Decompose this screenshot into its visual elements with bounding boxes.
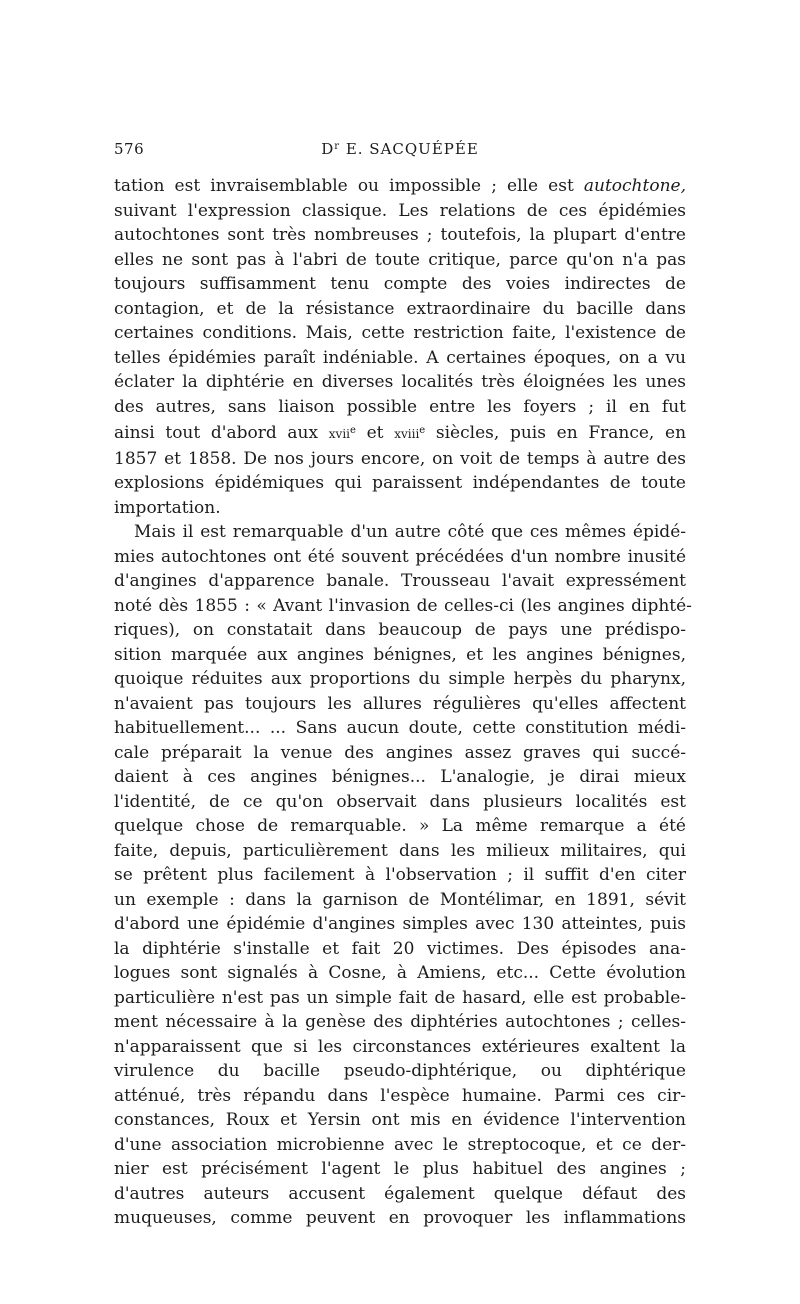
century-roman: xvii [328, 427, 351, 441]
text-line: un exemple : dans la garnison de Montélimar, en 1891, sévit [114, 889, 686, 910]
page-number: 576 [114, 140, 145, 158]
text-line: l'identité, de ce qu'on observait dans plusieurs localités est [114, 791, 686, 812]
text-line: quelque chose de remarquable. » La même remarque a été [114, 816, 686, 836]
text-line: 1857 et 1858. De nos jours encore, on voit de temps à autre des [114, 448, 686, 469]
text-line: nier est précisément l'agent le plus habituel des angines ; [114, 1159, 686, 1179]
paragraph-start: Mais il est remarquable d'un autre côté que ces mêmes épidé- [134, 522, 686, 542]
text-line: n'avaient pas toujours les allures régulières qu'elles affectent [114, 693, 686, 714]
text-line: n'apparaissent que si les circonstances extérieures exaltent la [114, 1036, 686, 1057]
text-line: atténué, très répandu dans l'espèce humaine. Parmi ces cir- [114, 1085, 686, 1106]
text-line: mies autochtones ont été souvent précédées d'un nombre inusité [114, 546, 686, 567]
book-page [114, 140, 692, 1231]
text-line: ainsi tout d'abord aux xvii$^e$ et xviii$^e$ siècles, puis en France, en [114, 423, 687, 443]
century-roman: xviii [394, 427, 420, 441]
text-line: contagion, et de la résistance extraordinaire du bacille dans [114, 298, 686, 319]
text-line: d'abord une épidémie d'angines simples avec 130 atteintes, puis [114, 914, 686, 934]
text-line: constances, Roux et Yersin ont mis en évidence l'intervention [114, 1110, 686, 1130]
text-line: muqueuses, comme peuvent en provoquer les inflammations [114, 1208, 686, 1228]
text-line: logues sont signalés à Cosne, à Amiens, etc... Cette évolution [114, 963, 686, 983]
italic-term: autochtone, [583, 176, 686, 196]
body-text [114, 174, 692, 1231]
text-line: importation. [114, 497, 221, 518]
text-line: sition marquée aux angines bénignes, et les angines bénignes, [114, 644, 686, 665]
text-line: noté dès 1855 : « Avant l'invasion de celles-ci (les angines diphté- [114, 595, 692, 616]
running-head [114, 140, 686, 170]
running-title [114, 140, 686, 158]
author-prefix: D [321, 140, 335, 158]
text-line: daient à ces angines bénignes... L'analogie, je dirai mieux [114, 767, 686, 787]
text-line: ment nécessaire à la genèse des diphtéries autochtones ; celles- [114, 1012, 686, 1032]
text-line: quoique réduites aux proportions du simple herpès du pharynx, [114, 669, 686, 689]
text-line: tation est invraisemblable ou impossible ; elle est autochtone, [114, 176, 686, 196]
text-line: d'autres auteurs accusent également quelque défaut des [114, 1183, 686, 1204]
text-line: habituellement... ... Sans aucun doute, cette constitution médi- [114, 718, 686, 738]
text-line: des autres, sans liaison possible entre les foyers ; il en fut [114, 396, 686, 417]
text-line: certaines conditions. Mais, cette restriction faite, l'existence de [114, 323, 686, 343]
author-prefix-sup: r [334, 141, 341, 152]
text-line: explosions épidémiques qui paraissent indépendantes de toute [114, 473, 686, 493]
text-line: riques), on constatait dans beaucoup de pays une prédispo- [114, 620, 686, 640]
text-line: cale préparait la venue des angines assez graves qui succé- [114, 742, 686, 763]
text-line: la diphtérie s'installe et fait 20 victimes. Des épisodes ana- [114, 938, 686, 959]
text-line: d'angines d'apparence banale. Trousseau l'avait expressément [114, 571, 686, 591]
text-line: se prêtent plus facilement à l'observation ; il suffit d'en citer [114, 865, 686, 885]
text-line: elles ne sont pas à l'abri de toute critique, parce qu'on n'a pas [114, 249, 686, 270]
text-line: d'une association microbienne avec le streptocoque, et ce der- [114, 1134, 686, 1155]
text-line: telles épidémies paraît indéniable. A certaines époques, on a vu [114, 347, 686, 368]
text-line: toujours suffisamment tenu compte des voies indirectes de [114, 274, 686, 294]
text-line: éclater la diphtérie en diverses localités très éloignées les unes [114, 372, 686, 392]
text-line: autochtones sont très nombreuses ; toutefois, la plupart d'entre [114, 225, 686, 245]
text-line: faite, depuis, particulièrement dans les milieux militaires, qui [114, 840, 686, 861]
text-line: particulière n'est pas un simple fait de hasard, elle est probable- [114, 987, 686, 1008]
text-line: suivant l'expression classique. Les relations de ces épidémies [114, 200, 686, 221]
text-line: virulence du bacille pseudo-diphtérique, ou diphtérique [114, 1061, 686, 1081]
author-name: E. SACQUÉPÉE [345, 140, 479, 158]
